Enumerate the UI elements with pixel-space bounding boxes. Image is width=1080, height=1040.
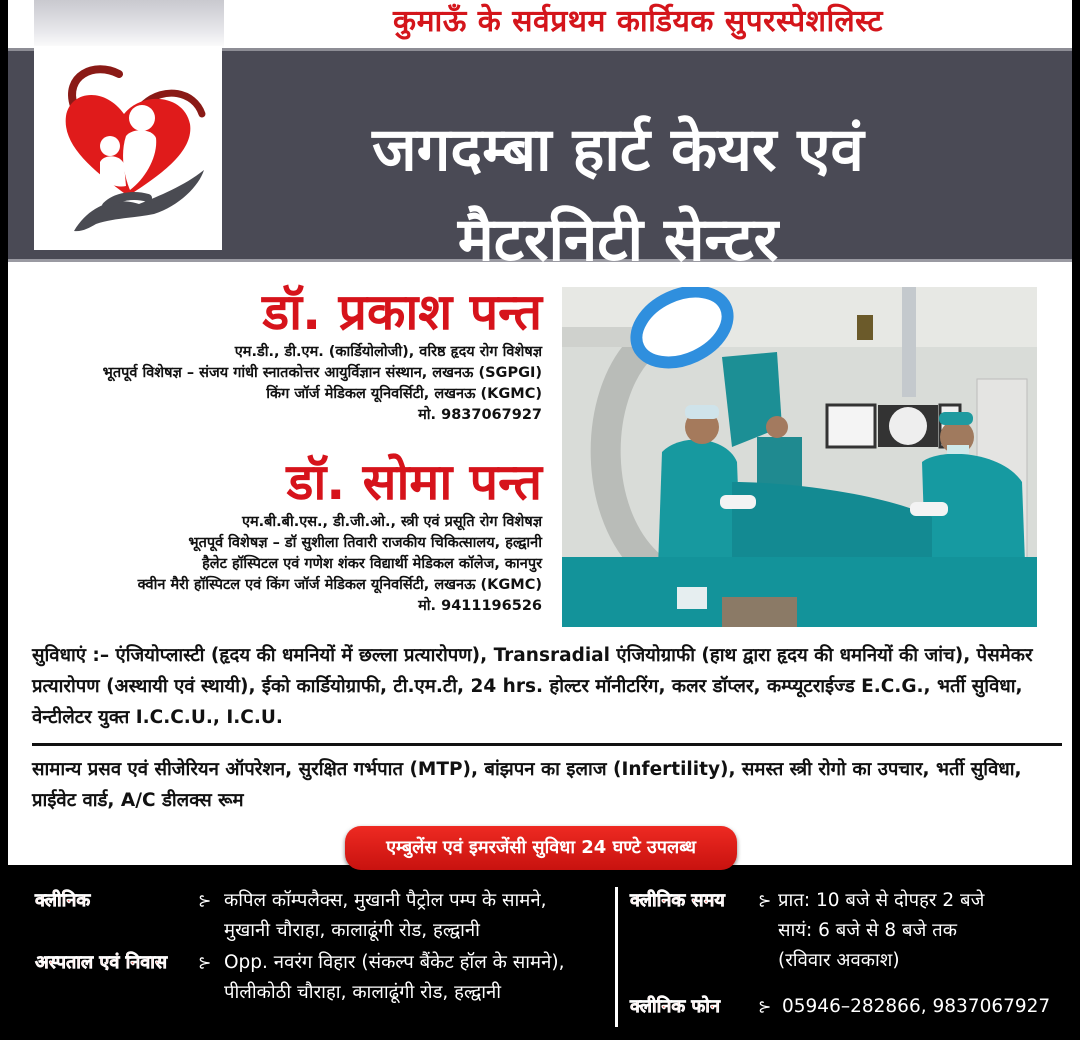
hospital-name-line1: जगदम्बा हार्ट केयर एवं: [372, 115, 864, 185]
clinic-phone-label: क्लीनिक फोन: [630, 996, 720, 1017]
tagline: कुमाऊँ के सर्वप्रथम कार्डियक सुपरस्पेशलिस्ट: [393, 4, 883, 39]
footer-contact: [0, 865, 1080, 1040]
doctor-card-soma: [138, 452, 542, 617]
doctor-qualification: एम.डी., डी.एम. (कार्डियोलोजी), वरिष्ठ हृदय रोग विशेषज्ञ: [234, 344, 542, 360]
timing-sunday-off: (रविवार अवकाश): [778, 950, 900, 971]
clinic-address-line1: कपिल कॉम्पलैक्स, मुखानी पैट्रोल पम्प के सामने,: [224, 890, 547, 911]
heart-mother-child-hand-icon: [34, 46, 222, 250]
hospital-name: [238, 105, 998, 285]
arrow-bullet-icon: ⊱: [758, 891, 772, 910]
doctor-experience: भूतपूर्व विशेषज्ञ – संजय गांधी स्नातकोत्तर आयुर्विज्ञान संस्थान, लखनऊ (SGPGI): [102, 365, 542, 381]
hospital-address-line2: पीलीकोठी चौराहा, कालाढूंगी रोड, हल्द्वानी: [224, 982, 502, 1003]
doctor-name: डॉ. प्रकाश पन्त: [262, 283, 542, 341]
maternity-services-text: सामान्य प्रसव एवं सीजेरियन ऑपरेशन, सुरक्षित गर्भपात (MTP), बांझपन का इलाज (Infertility), समस्त स्त्री रोगो का उपचार, भर्ती सुविधा, प्राईवेट वार्ड, A/C डीलक्स रूम: [32, 759, 1022, 811]
facilities-text: सुविधाएं :– एंजियोप्लास्टी (हृदय की धमनियों में छल्ला प्रत्यारोपण), Transradial एंजियोग्राफी (हाथ द्वारा हृदय की धमनियों की जांच), पेसमेकर प्रत्यारोपण (अस्थायी एवं स्थायी), ईको कार्डियोग्राफी, टी.एम.टी, 24 hrs. होल्टर मॉनीटरिंग, कलर डॉप्लर, कम्प्यूटराईज्ड E.C.G., भर्ती सुविधा, वेन्टीलेटर युक्त I.C.C.U., I.C.U.: [32, 645, 1033, 728]
doctor-experience: क्वीन मैरी हॉस्पिटल एवं किंग जॉर्ज मेडिकल यूनिवर्सिटी, लखनऊ (KGMC): [137, 577, 542, 593]
doctor-phone: मो. 9837067927: [418, 407, 542, 423]
section-divider: [32, 743, 1062, 746]
emergency-banner: एम्बुलेंस एवं इमरजेंसी सुविधा 24 घण्टे उपलब्ध: [345, 826, 737, 870]
doctor-experience: हैलेट हॉस्पिटल एवं गणेश शंकर विद्यार्थी मेडिकल कॉलेज, कानपुर: [202, 556, 542, 572]
cath-lab-photo: [562, 287, 1037, 627]
doctor-qualification: एम.बी.बी.एस., डी.जी.ओ., स्त्री एवं प्रसूति रोग विशेषज्ञ: [241, 514, 542, 530]
timing-evening: सायं: 6 बजे से 8 बजे तक: [778, 920, 957, 941]
logo: [34, 46, 222, 250]
doctor-experience: भूतपूर्व विशेषज्ञ – डॉ सुशीला तिवारी राजकीय चिकित्सालय, हल्द्वानी: [188, 535, 542, 551]
clinic-timing-label: क्लीनिक समय: [630, 890, 725, 911]
hospital-name-line2: मैटरनिटी सेन्टर: [457, 205, 779, 275]
footer-column-divider: [615, 887, 618, 1027]
hospital-address-line1: Opp. नवरंग विहार (संकल्प बैंकेट हॉल के सामने),: [224, 952, 565, 973]
hospital-residence-label: अस्पताल एवं निवास: [35, 952, 168, 973]
arrow-bullet-icon: ⊱: [758, 997, 772, 1016]
cath-lab-photo-illustration: [562, 287, 1037, 627]
clinic-address-line2: मुखानी चौराहा, कालाढूंगी रोड, हल्द्वानी: [224, 920, 480, 941]
arrow-bullet-icon: ⊱: [198, 953, 212, 972]
clinic-label: क्लीनिक: [35, 890, 91, 911]
doctor-card-prakash: [103, 282, 542, 426]
tagline-strip: [8, 0, 1072, 46]
doctor-experience: किंग जॉर्ज मेडिकल यूनिवर्सिटी, लखनऊ (KGMC): [266, 386, 542, 402]
timing-morning: प्रात: 10 बजे से दोपहर 2 बजे: [778, 890, 985, 911]
doctor-name: डॉ. सोमा पन्त: [286, 453, 542, 511]
clinic-phone-number: 05946–282866, 9837067927: [782, 996, 1051, 1017]
arrow-bullet-icon: ⊱: [198, 891, 212, 910]
tagline-fade: [34, 0, 224, 50]
doctor-phone: मो. 9411196526: [418, 598, 542, 614]
